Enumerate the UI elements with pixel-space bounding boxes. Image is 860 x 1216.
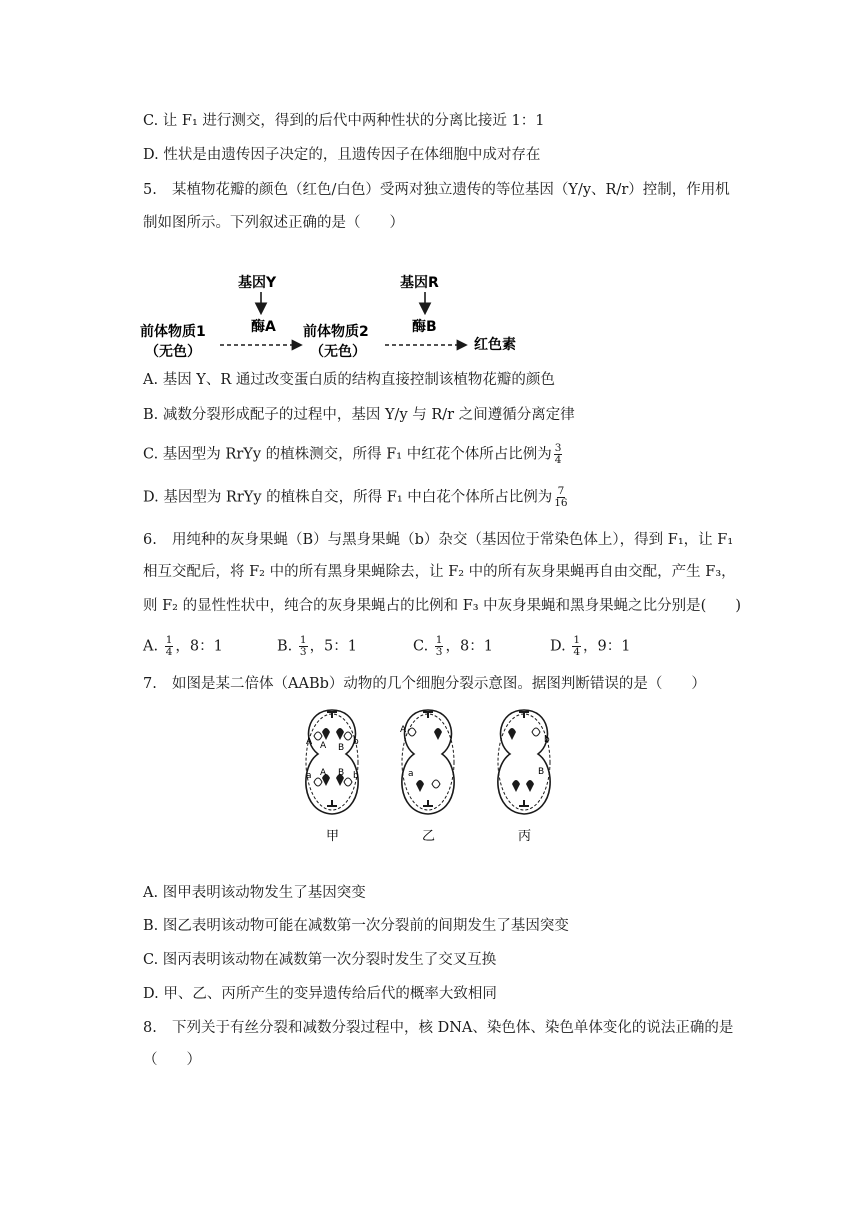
q4-option-c: C. 让 F₁ 进行测交，得到的后代中两种性状的分离比接近 1：1 [143,113,545,129]
allele-label: B [338,743,345,753]
q6-stem-line1 [143,530,733,550]
cell-label-jia: 甲 [326,829,340,844]
q8-stem-line1 [143,1018,733,1038]
fraction-numerator: 3 [554,442,562,454]
enzyme-a-label: 酶A [251,319,276,335]
q6-stem-line3: 则 F₂ 的显性性状中，纯合的灰身果蝇占的比例和 F₃ 中灰身果蝇和黑身果蝇之比分别是( ) [143,598,741,614]
allele-label: A [320,741,327,751]
q7-cell-division-diagram [296,702,566,847]
q7-number: 7. [143,676,157,692]
precursor1-label: 前体物质1 [140,324,206,340]
allele-label: b [353,771,359,781]
precursor1-note: （无色） [145,344,201,360]
q8-number: 8. [143,1020,157,1036]
fraction-numerator: 1 [573,634,581,646]
allele-label: B [338,768,345,778]
q5-mechanism-diagram [140,268,560,368]
fraction-denominator: 16 [554,497,568,509]
q7-stem [143,674,706,694]
q8-stem-text: 下列关于有丝分裂和减数分裂过程中，核 DNA、染色体、染色单体变化的说法正确的是 [172,1020,734,1036]
q6-option-a [143,635,223,658]
allele-label: B [538,767,545,777]
fraction-numerator: 1 [165,634,173,646]
q6-option-c [413,635,493,658]
option-fraction [299,635,308,658]
fraction-denominator: 3 [299,646,307,658]
option-label: D. [550,638,566,655]
q6-option-d [550,635,630,658]
option-fraction [165,635,174,658]
gene-y-label: 基因Y [238,275,277,291]
q5-stem-text: 某植物花瓣的颜色（红色/白色）受两对独立遗传的等位基因（Y/y、R/r）控制，作用机 [172,182,730,198]
option-label: C. [413,638,429,655]
cell-bing [498,710,550,814]
q5-option-d-text: D. 基因型为 RrYy 的植株自交，所得 F₁ 中白花个体所占比例为 [143,489,553,506]
q7-option-b: B. 图乙表明该动物可能在减数第一次分裂前的间期发生了基因突变 [143,918,569,934]
fraction-numerator: 7 [557,485,565,497]
fraction-numerator: 1 [299,634,307,646]
option-ratio: ，5：1 [309,638,358,655]
q5-option-b: B. 减数分裂形成配子的过程中，基因 Y/y 与 R/r 之间遵循分离定律 [143,407,575,423]
option-ratio: ，8：1 [445,638,493,655]
option-ratio: ，9：1 [583,638,631,655]
fraction-numerator: 1 [435,634,443,646]
allele-label: a [306,771,312,781]
allele-label: A [320,768,327,778]
q7-stem-text: 如图是某二倍体（AABb）动物的几个细胞分裂示意图。据图判断错误的是（ ） [172,676,706,692]
option-ratio: ，8：1 [175,638,223,655]
q5-option-c [143,443,564,466]
cell-label-yi: 乙 [422,829,436,844]
fraction-denominator: 3 [435,646,443,658]
q6-option-b [277,635,357,658]
q5-option-c-fraction [554,443,563,466]
q6-stem-line2: 相互交配后，将 F₂ 中的所有黑身果蝇除去，让 F₂ 中的所有灰身果蝇再自由交配，产生 F₃， [143,564,736,580]
allele-label: b [544,735,550,745]
allele-label: b [353,737,359,747]
fraction-denominator: 4 [573,646,581,658]
gene-r-label: 基因R [400,275,439,291]
q5-stem-line1 [143,180,730,200]
precursor2-note: （无色） [310,344,366,360]
q5-option-a: A. 基因 Y、R 通过改变蛋白质的结构直接控制该植物花瓣的颜色 [143,372,555,388]
q8-stem-line2: （ ） [143,1052,201,1068]
q7-option-d: D. 甲、乙、丙所产生的变异遗传给后代的概率大致相同 [143,986,497,1002]
q5-number: 5. [143,182,157,198]
q5-stem-line2: 制如图所示。下列叙述正确的是（ ） [143,215,404,231]
allele-label: A [400,725,407,735]
option-label: A. [143,638,159,655]
allele-label: a [408,769,414,779]
option-label: B. [277,638,293,655]
option-fraction [572,635,581,658]
precursor2-label: 前体物质2 [303,324,369,340]
cell-yi [400,710,454,814]
q7-option-c: C. 图丙表明该动物在减数第一次分裂时发生了交叉互换 [143,952,497,968]
cell-label-bing: 丙 [518,829,532,844]
fraction-denominator: 4 [554,454,562,466]
q5-option-d-fraction [554,486,567,509]
option-fraction [435,635,444,658]
q7-option-a: A. 图甲表明该动物发生了基因突变 [143,885,366,901]
product-label: 红色素 [474,337,516,353]
q5-option-d [143,486,570,509]
enzyme-b-label: 酶B [412,319,437,335]
cell-jia [306,710,359,814]
q4-option-d: D. 性状是由遗传因子决定的，且遗传因子在体细胞中成对存在 [143,147,541,163]
allele-label: A [306,737,313,747]
q6-number: 6. [143,532,157,548]
q6-options [143,635,703,659]
q5-option-c-text: C. 基因型为 RrYy 的植株测交，所得 F₁ 中红花个体所占比例为 [143,446,552,463]
fraction-denominator: 4 [165,646,173,658]
q6-stem-text: 用纯种的灰身果蝇（B）与黑身果蝇（b）杂交（基因位于常染色体上），得到 F₁，让 F₁ [172,532,734,548]
